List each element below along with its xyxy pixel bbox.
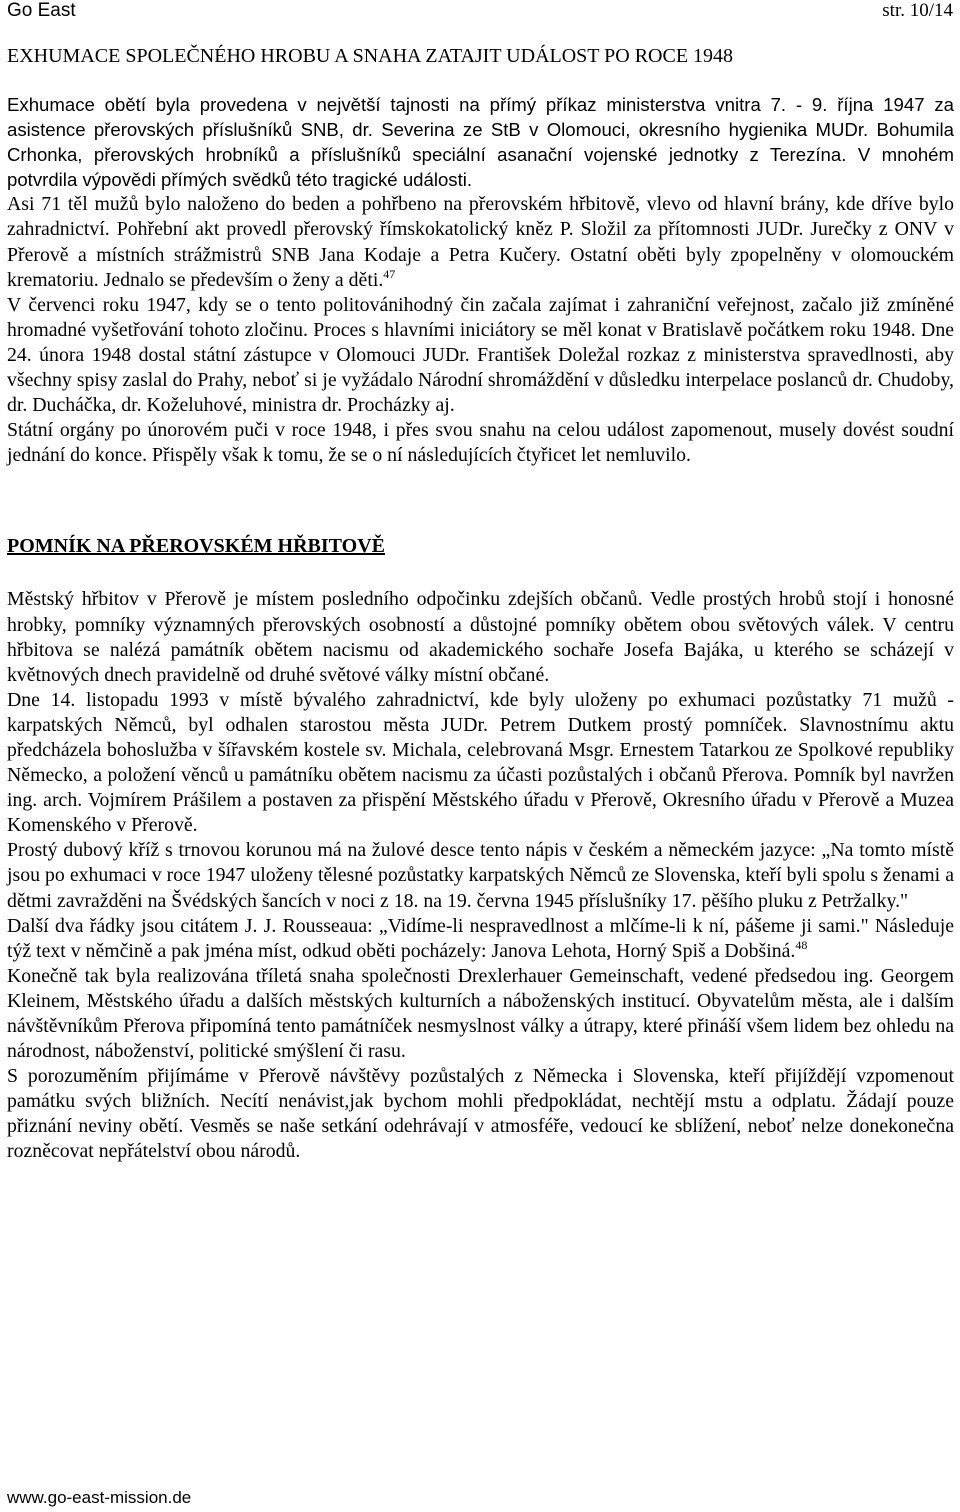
page-header xyxy=(7,0,953,26)
header-title: Go East xyxy=(7,0,76,21)
paragraph: Městský hřbitov v Přerově je místem posledního odpočinku zdejších občanů. Vedle prostých hrobů stojí i honosné hrobky, pomníky významných přerovských osobností a důstojné pomníky obětem obou světových válek. V centru hřbitova se nalézá památník obětem nacismu od akademického sochaře Josefa Bajáka, u kterého se scházejí v květnových dnech pravidelně od druhé světové války místní občané. xyxy=(7,588,954,686)
paragraph-text: Asi 71 těl mužů bylo naloženo do beden a pohřbeno na přerovském hřbitově, vlevo od hlavní brány, kde dříve bylo zahradnictví. Pohřební akt provedl přerovský římskokatolický kněz P. Složil za přítomnosti JUDr. Jurečky z ONV v Přerově a místních strážmistrů SNB Jana Kodaje a Petra Kučery. Ostatní oběti byly zpopelněny v olomouckém krematoriu. Jednalo se především o ženy a děti. xyxy=(7,193,954,291)
paragraph: Konečně tak byla realizována tříletá snaha společnosti Drexlerhauer Gemeinschaft, vedené předsedou ing. Georgem Kleinem, Městského úřadu a dalších městských kulturních a náboženských institucí. Obyvatelům města, ale i dalším návštěvníkům Přerova připomíná tento památníček nesmyslnost války a útrapy, které přináší všem lidem bez ohledu na národnost, náboženství, politické smýšlení či rasu. xyxy=(7,964,954,1063)
footer-url[interactable]: www.go-east-mission.de xyxy=(7,1488,192,1507)
section-title-memorial: POMNÍK NA PŘEROVSKÉM HŘBITOVĚ xyxy=(7,535,385,558)
paragraph: Prostý dubový kříž s trnovou korunou má na žulové desce tento nápis v českém a německém jazyce: „Na tomto místě jsou po exhumaci v roce 1947 uloženy tělesné pozůstatky karpatských Němců ze Slovenska, kteří byli spolu s ženami a dětmi zavražděni na Švédských šancích v noci z 18. na 19. června 1945 příslušníky 17. pěšího pluku z Petržalky." xyxy=(7,839,954,912)
paragraph: S porozuměním přijímáme v Přerově návštěvy pozůstalých z Německa i Slovenska, kteří přijíždějí vzpomenout památku svých bližních. Necítí nenávist,jak bychom mohli předpokládat, nechtějí mstu a odplatu. Žádají pouze přiznání neviny obětí. Vesměs se naše setkání odehrávají v atmosféře, vedoucí ke sblížení, neboť nelze donekonečna rozněcovat nepřátelství obou národů. xyxy=(7,1065,954,1163)
footnote-ref[interactable]: 47 xyxy=(383,266,396,281)
page-number: str. 10/14 xyxy=(882,0,953,21)
paragraph-text: V mnohém potvrdila výpovědi přímých svědků této tragické události. xyxy=(7,144,954,191)
paragraph xyxy=(7,192,954,292)
paragraph: Dne 14. listopadu 1993 v místě bývalého zahradnictví, kde byly uloženy po exhumaci pozůstatky 71 mužů - karpatských Němců, byl odhalen starostou města JUDr. Petrem Dutkem prostý pomníček. Slavnostnímu aktu předcházela bohoslužba v šířavském kostele sv. Michala, celebrovaná Msgr. Ernestem Tatarkou ze Spolkové republiky Německo, a položení věnců u památníku obětem nacismu za účasti pozůstalých i občanů Přerova. Pomník byl navržen ing. arch. Vojmírem Prášilem a postaven za přispění Městského úřadu v Přerově, Okresního úřadu v Přerově a Muzea Komenského v Přerově. xyxy=(7,688,954,837)
paragraph xyxy=(7,914,954,964)
document-body xyxy=(7,44,954,1165)
paragraph-text: Exhumace obětí byla provedena v největší tajnosti na přímý příkaz ministerstva vnitra 7. - 9. října 1947 za asistence přerovských příslušníků SNB, dr. Severina ze StB v Olomouci, okresního hygienika MUDr. Bohumila Crhonka, přerovských hrobníků a příslušníků speciální asanační vojenské jednotky z Terezína. xyxy=(7,94,954,166)
paragraph: Státní orgány po únorovém puči v roce 1948, i přes svou snahu na celou událost zapomenout, musely dovést soudní jednání do konce. Přispěly však k tomu, že se o ní následujících čtyřicet let nemluvilo. xyxy=(7,419,954,467)
section-title-exhumation: EXHUMACE SPOLEČNÉHO HROBU A SNAHA ZATAJIT UDÁLOST PO ROCE 1948 xyxy=(7,45,734,67)
paragraph-text: Další dva řádky jsou citátem J. J. Rousseaua: „Vidíme-li nespravedlnost a mlčíme-li k ní, pášeme ji sami." Následuje týž text v němčině a pak jména míst, odkud oběti pocházely: Janova Lehota, Horný Spiš a Dobšiná. xyxy=(7,914,954,962)
footnote-ref[interactable]: 48 xyxy=(795,937,808,952)
paragraph: V červenci roku 1947, kdy se o tento politovánihodný čin začala zajímat i zahraniční veřejnost, začalo již zmíněné hromadné vyšetřování tohoto zločinu. Proces s hlavními iniciátory se měl konat v Bratislavě počátkem roku 1948. Dne 24. února 1948 dostal státní zástupce v Olomouci JUDr. František Doležal rozkaz z ministerstva spravedlnosti, aby všechny spisy zaslal do Prahy, neboť si je vyžádalo Národní shromáždění v důsledku interpelace poslanců dr. Chudoby, dr. Ducháčka, dr. Koželuhové, ministra dr. Procházky aj. xyxy=(7,293,954,417)
paragraph xyxy=(7,92,954,192)
